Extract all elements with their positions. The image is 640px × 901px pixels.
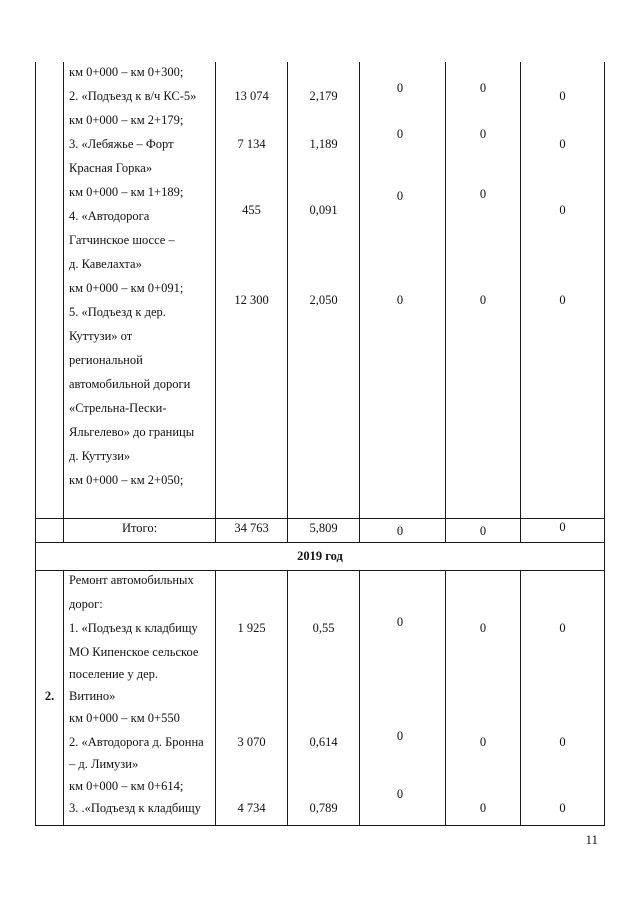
page-number: 11: [585, 832, 598, 847]
section1-line: км 0+000 – км 2+179;: [69, 113, 184, 127]
table-border-left: [35, 62, 36, 826]
section1-line: км 0+000 – км 2+050;: [69, 473, 184, 487]
value-cell: 0: [559, 203, 566, 217]
table-col-line-1b: [63, 571, 64, 826]
value-cell: 0: [479, 293, 487, 307]
total-length: 5,809: [309, 521, 338, 535]
area-cell: 12 300: [234, 293, 269, 307]
value-cell: 0: [559, 621, 566, 635]
section2-number: 2.: [44, 689, 55, 703]
value-cell: 0: [396, 293, 404, 307]
length-cell: 0,55: [312, 621, 335, 635]
section2-line: км 0+000 – км 0+614;: [69, 779, 184, 793]
section1-line: км 0+000 – км 0+091;: [69, 281, 184, 295]
section1-line: Красная Горка»: [69, 161, 153, 175]
value-cell: 0: [559, 89, 566, 103]
section2-line: 2. «Автодорога д. Бронна: [69, 735, 204, 749]
section1-line: д. Кавелахта»: [69, 257, 142, 271]
table-border-right: [604, 62, 605, 826]
section1-line: Яльгелево» до границы: [69, 425, 195, 439]
section1-line: км 0+000 – км 0+300;: [69, 65, 184, 79]
value-cell: 0: [479, 621, 487, 635]
value-cell: 0: [559, 801, 566, 815]
area-cell: 13 074: [234, 89, 269, 103]
row-line-year-bottom: [35, 570, 605, 571]
section1-line: 5. «Подъезд к дер.: [69, 305, 166, 319]
table-col-line-1: [63, 62, 64, 543]
value-cell: 0: [479, 127, 487, 141]
total-area: 34 763: [234, 521, 269, 535]
row-line-total-top: [35, 518, 605, 519]
section2-line: МО Кипенское сельское: [69, 645, 199, 659]
section2-line: – д. Лимузи»: [69, 757, 139, 771]
value-cell: 0: [479, 735, 487, 749]
section2-line: дорог:: [69, 597, 103, 611]
area-cell: 3 070: [237, 735, 266, 749]
table-col-line-6b: [520, 571, 521, 826]
value-cell: 0: [559, 137, 566, 151]
table-col-line-5b: [445, 571, 446, 826]
table-col-line-3b: [287, 571, 288, 826]
area-cell: 7 134: [237, 137, 266, 151]
section1-line: 2. «Подъезд к в/ч КС-5»: [69, 89, 197, 103]
length-cell: 0,614: [309, 735, 338, 749]
table-col-line-2b: [215, 571, 216, 826]
section1-line: д. Куттузи»: [69, 449, 131, 463]
value-cell: 0: [396, 81, 404, 95]
length-cell: 0,091: [309, 203, 338, 217]
value-cell: 0: [559, 293, 566, 307]
section1-line: км 0+000 – км 1+189;: [69, 185, 184, 199]
row-line-total-bottom: [35, 542, 605, 543]
length-cell: 1,189: [309, 137, 338, 151]
section2-line: км 0+000 – км 0+550: [69, 711, 180, 725]
length-cell: 0,789: [309, 801, 338, 815]
section2-line: 1. «Подъезд к кладбищу: [69, 621, 198, 635]
value-cell: 0: [396, 189, 404, 203]
length-cell: 2,050: [309, 293, 338, 307]
value-cell: 0: [479, 801, 487, 815]
section1-line: 3. «Лебяжье – Форт: [69, 137, 174, 151]
total-label: Итого:: [121, 521, 158, 535]
area-cell: 455: [242, 203, 261, 217]
section2-line: Ремонт автомобильных: [69, 573, 194, 587]
section1-line: 4. «Автодорога: [69, 209, 150, 223]
year-header: 2019 год: [297, 549, 343, 563]
section1-line: Куттузи» от: [69, 329, 133, 343]
section1-line: «Стрельна-Пески-: [69, 401, 167, 415]
section1-line: региональной: [69, 353, 143, 367]
table-border-bottom: [35, 825, 605, 826]
value-cell: 0: [396, 729, 404, 743]
total-value: 0: [479, 524, 487, 538]
value-cell: 0: [396, 615, 404, 629]
total-value: 0: [559, 520, 566, 534]
section1-line: автомобильной дороги: [69, 377, 191, 391]
value-cell: 0: [479, 187, 487, 201]
area-cell: 4 734: [237, 801, 266, 815]
value-cell: 0: [396, 127, 404, 141]
value-cell: 0: [479, 81, 487, 95]
section2-line: поселение у дер.: [69, 667, 158, 681]
value-cell: 0: [559, 735, 566, 749]
value-cell: 0: [396, 787, 404, 801]
total-value: 0: [396, 524, 404, 538]
length-cell: 2,179: [309, 89, 338, 103]
area-cell: 1 925: [237, 621, 266, 635]
section1-line: Гатчинское шоссе –: [69, 233, 175, 247]
section2-line: Витино»: [69, 689, 116, 703]
section2-line: 3. .«Подъезд к кладбищу: [69, 801, 201, 815]
